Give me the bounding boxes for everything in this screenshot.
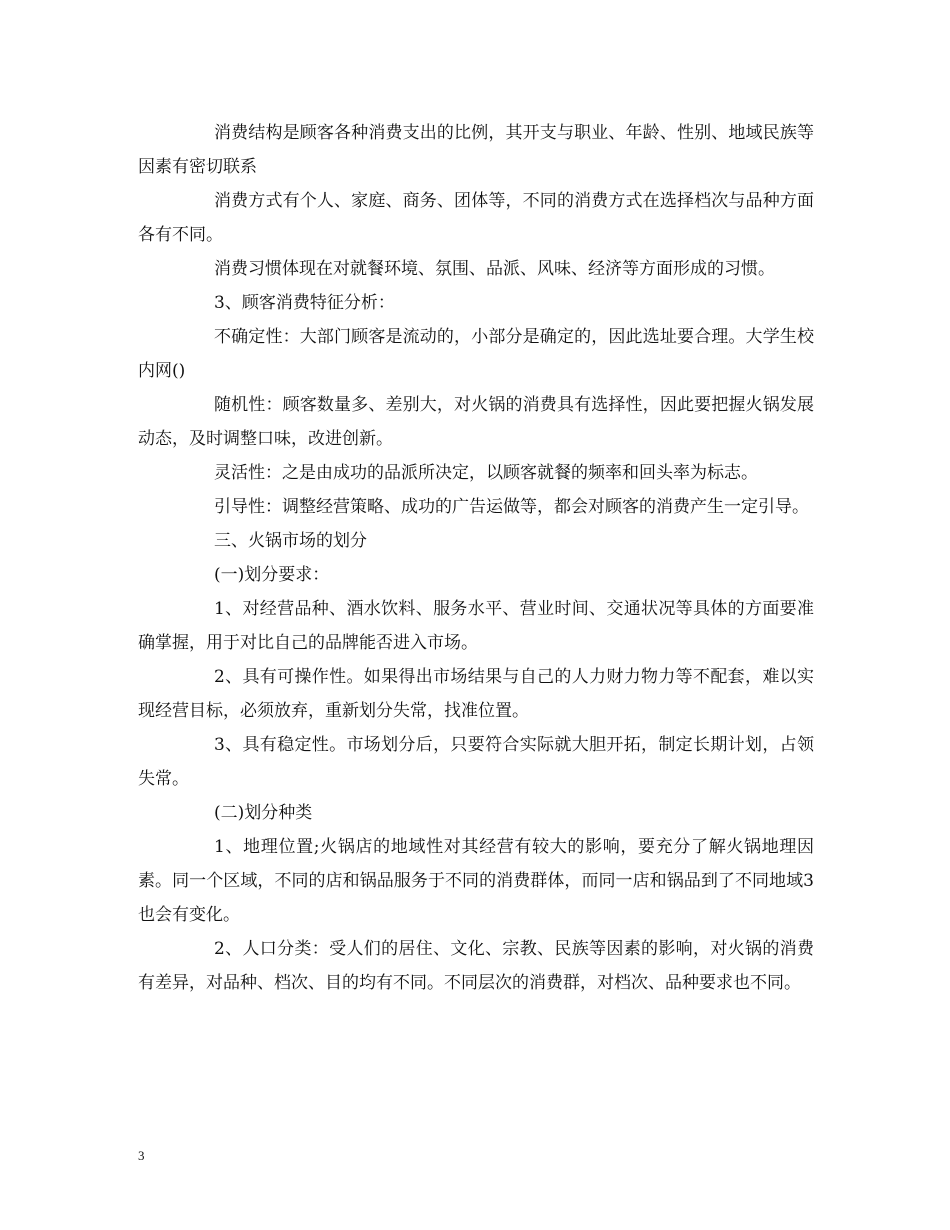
heading-market-division: 三、火锅市场的划分 [214,531,367,551]
paragraph-requirement-1: 1、对经营品种、酒水饮料、服务水平、营业时间、交通状况等具体的方面要准确掌握，用于对比自己的品牌能否进入市场。 [138,599,814,653]
paragraph-randomness: 随机性：顾客数量多、差别大，对火锅的消费具有选择性，因此要把握火锅发展动态，及时调整口味，改进创新。 [138,395,814,449]
paragraph-requirement-2: 2、具有可操作性。如果得出市场结果与自己的人力财力物力等不配套，难以实现经营目标，必须放弃，重新划分失常，找准位置。 [138,667,814,721]
paragraph-consumption-mode: 消费方式有个人、家庭、商务、团体等，不同的消费方式在选择档次与品种方面各有不同。 [138,191,814,245]
heading-division-types: (二)划分种类 [214,803,313,823]
paragraph-guidance: 引导性：调整经营策略、成功的广告运做等，都会对顾客的消费产生一定引导。 [214,497,809,517]
paragraph-geographic-location: 1、地理位置;火锅店的地域性对其经营有较大的影响，要充分了解火锅地理因素。同一个区域，不同的店和锅品服务于不同的消费群体，而同一店和锅品到了不同地域3也会有变化。 [138,837,814,925]
paragraph-uncertainty: 不确定性：大部门顾客是流动的，小部分是确定的，因此选址要合理。大学生校内网() [138,327,814,381]
paragraph-population-classification: 2、人口分类：受人们的居住、文化、宗教、民族等因素的影响，对火锅的消费有差异，对品种、档次、目的均有不同。不同层次的消费群，对档次、品种要求也不同。 [138,939,814,993]
heading-division-requirements: (一)划分要求： [214,565,330,585]
document-body [138,116,814,1000]
heading-customer-characteristics: 3、顾客消费特征分析： [214,293,395,313]
paragraph-flexibility: 灵活性：之是由成功的品派所决定，以顾客就餐的频率和回头率为标志。 [214,463,758,483]
paragraph-consumption-habit: 消费习惯体现在对就餐环境、氛围、品派、风味、经济等方面形成的习惯。 [214,259,775,279]
page-number: 3 [138,1148,145,1163]
paragraph-requirement-3: 3、具有稳定性。市场划分后，只要符合实际就大胆开拓，制定长期计划，占领失常。 [138,735,814,789]
paragraph-consumption-structure: 消费结构是顾客各种消费支出的比例，其开支与职业、年龄、性别、地域民族等因素有密切联系 [138,123,814,177]
